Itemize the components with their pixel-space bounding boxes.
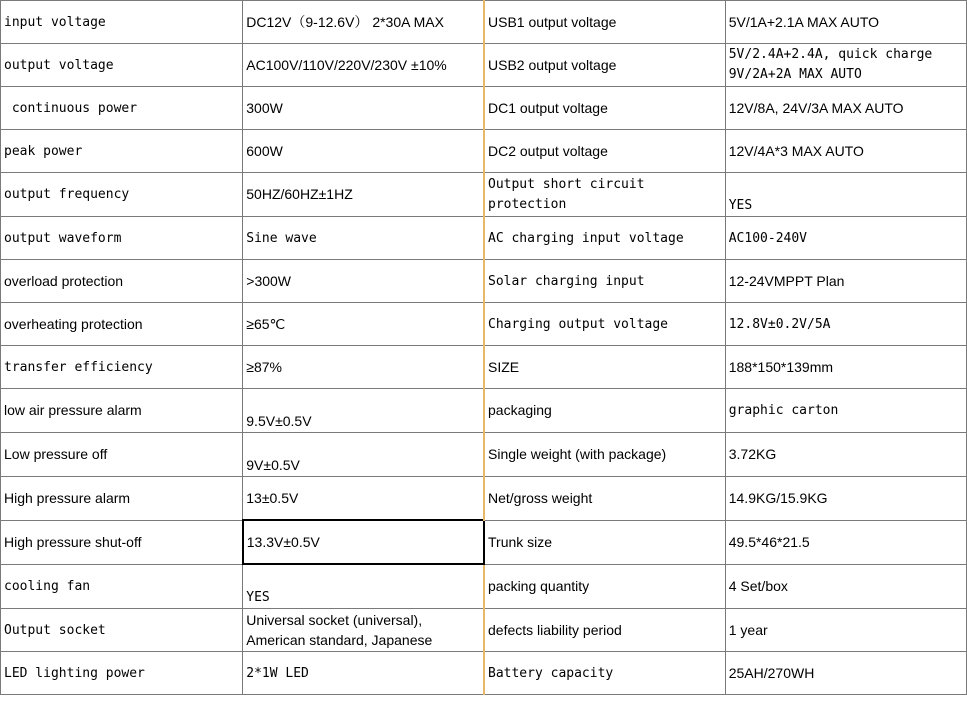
spec-label[interactable]: USB1 output voltage — [484, 1, 725, 44]
spec-label[interactable]: High pressure shut-off — [1, 520, 243, 564]
spec-label[interactable]: continuous power — [1, 87, 243, 130]
spec-label[interactable]: overheating protection — [1, 303, 243, 346]
spec-label[interactable]: Net/gross weight — [484, 477, 725, 521]
spec-value[interactable]: 25AH/270WH — [725, 652, 966, 695]
spec-value[interactable]: ≥65℃ — [243, 303, 484, 346]
spec-value[interactable]: 600W — [243, 130, 484, 173]
spec-label[interactable]: Output short circuit protection — [484, 173, 725, 217]
spec-label[interactable]: output voltage — [1, 44, 243, 87]
table-row — [1, 652, 967, 695]
spec-value[interactable]: Sine wave — [243, 217, 484, 260]
spec-value-selected-cell[interactable]: 13.3V±0.5V — [243, 520, 484, 564]
spec-value[interactable]: 2*1W LED — [243, 652, 484, 695]
spec-label[interactable]: output frequency — [1, 173, 243, 217]
spec-label[interactable]: cooling fan — [1, 564, 243, 609]
table-row — [1, 389, 967, 433]
spec-value[interactable]: 13±0.5V — [243, 477, 484, 521]
spec-value[interactable]: 12V/4A*3 MAX AUTO — [725, 130, 966, 173]
spec-label[interactable]: packaging — [484, 389, 725, 433]
spec-value[interactable]: YES — [725, 173, 966, 217]
table-row — [1, 477, 967, 521]
spec-value[interactable]: 12.8V±0.2V/5A — [725, 303, 966, 346]
table-row — [1, 520, 967, 564]
table-row — [1, 564, 967, 609]
spec-label[interactable]: Battery capacity — [484, 652, 725, 695]
spec-value[interactable]: 4 Set/box — [725, 564, 966, 609]
table-row — [1, 260, 967, 303]
spec-value[interactable]: DC12V（9-12.6V） 2*30A MAX — [243, 1, 484, 44]
spec-value[interactable]: 14.9KG/15.9KG — [725, 477, 966, 521]
spec-label[interactable]: peak power — [1, 130, 243, 173]
spec-label[interactable]: output waveform — [1, 217, 243, 260]
spec-label[interactable]: low air pressure alarm — [1, 389, 243, 433]
spec-value[interactable]: 50HZ/60HZ±1HZ — [243, 173, 484, 217]
spec-value[interactable]: 9.5V±0.5V — [243, 389, 484, 433]
spec-value[interactable]: 12-24VMPPT Plan — [725, 260, 966, 303]
spec-value[interactable]: 1 year — [725, 609, 966, 652]
spec-label[interactable]: DC2 output voltage — [484, 130, 725, 173]
spec-label[interactable]: USB2 output voltage — [484, 44, 725, 87]
table-row — [1, 44, 967, 87]
spec-value[interactable]: >300W — [243, 260, 484, 303]
spec-value[interactable]: 3.72KG — [725, 433, 966, 477]
spec-label[interactable]: Solar charging input — [484, 260, 725, 303]
spec-label[interactable]: input voltage — [1, 1, 243, 44]
table-row — [1, 217, 967, 260]
spec-label[interactable]: Trunk size — [484, 520, 725, 564]
table-row — [1, 87, 967, 130]
spec-value[interactable]: AC100-240V — [725, 217, 966, 260]
spec-label[interactable]: Low pressure off — [1, 433, 243, 477]
spec-label[interactable]: Output socket — [1, 609, 243, 652]
spec-label[interactable]: transfer efficiency — [1, 346, 243, 389]
spec-label[interactable]: overload protection — [1, 260, 243, 303]
table-row — [1, 1, 967, 44]
spec-value[interactable]: AC100V/110V/220V/230V ±10% — [243, 44, 484, 87]
spec-value[interactable]: graphic carton — [725, 389, 966, 433]
table-row — [1, 609, 967, 652]
spec-value[interactable]: ≥87% — [243, 346, 484, 389]
spec-label[interactable]: packing quantity — [484, 564, 725, 609]
spec-value[interactable]: 300W — [243, 87, 484, 130]
spec-label[interactable]: Single weight (with package) — [484, 433, 725, 477]
spec-value[interactable]: 5V/2.4A+2.4A, quick charge 9V/2A+2A MAX AUTO — [725, 44, 966, 87]
spec-value[interactable]: 5V/1A+2.1A MAX AUTO — [725, 1, 966, 44]
spec-value[interactable]: 12V/8A, 24V/3A MAX AUTO — [725, 87, 966, 130]
spec-label[interactable]: High pressure alarm — [1, 477, 243, 521]
spec-value[interactable]: 49.5*46*21.5 — [725, 520, 966, 564]
table-row — [1, 433, 967, 477]
spec-value[interactable]: 188*150*139mm — [725, 346, 966, 389]
spec-label[interactable]: defects liability period — [484, 609, 725, 652]
spec-label[interactable]: DC1 output voltage — [484, 87, 725, 130]
spec-label[interactable]: SIZE — [484, 346, 725, 389]
spec-value[interactable]: YES — [243, 564, 484, 609]
spec-label[interactable]: AC charging input voltage — [484, 217, 725, 260]
table-row — [1, 303, 967, 346]
table-row — [1, 130, 967, 173]
table-row — [1, 173, 967, 217]
spec-value[interactable]: Universal socket (universal), American standard, Japanese — [243, 609, 484, 652]
table-row — [1, 346, 967, 389]
spec-value[interactable]: 9V±0.5V — [243, 433, 484, 477]
spec-label[interactable]: LED lighting power — [1, 652, 243, 695]
spec-label[interactable]: Charging output voltage — [484, 303, 725, 346]
